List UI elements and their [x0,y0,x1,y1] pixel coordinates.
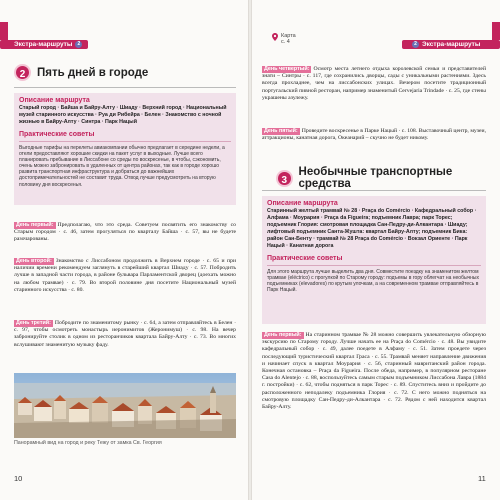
title-rule [14,87,236,88]
section-number: 2 [14,64,31,81]
day-paragraph [14,320,236,349]
day-paragraph [14,258,236,294]
header-badge: 2 [412,41,419,48]
page-header [412,40,480,49]
day-text: Побродите по знаменитому рынку · с. 64, а затем отправляйтесь в Белен · с. 97, чтобы осмотреть монастырь иеронимитов (Жеронимуш) · с. 98. На вечер забронируйте столик в одном из ресторанчиков квартала Байру-Алту · с. 73. Во многих вслушивают знаменитую музыку фаду. [14,320,236,348]
day-text: Предполагаю, что это среда. Советуем посвятить его знакомству со Старым городом · с. 46, затем прогуляться по кварталу Байша · с. 57, вы не будете разочарованы. [14,222,236,243]
tips-text: Выгодные тарифы на перелеты авиакомпании обычно предлагает в середине недели, а отели предоставляют хорошие скидки на пакет услуг в выходные. Лучше всего планировать пребывание в Лиссабоне со среды по воскресенье, в чтобы, сэкономить, очень можно забронировать в удаленных от центра районах, так как в городе хорошо развита транспортная инфраструктура и добраться до важнейших достопримечательностей не составит труда. Отвод лучше предусмотреть на вторую половину дня воскресенья. [19,145,225,188]
day-paragraph [262,128,486,142]
page-header [14,40,82,49]
route-heading: Описание маршрута [19,97,90,104]
day-badge: День пятый: [264,128,298,134]
page-number: 11 [478,474,486,483]
route-text: Старинный желтый трамвай № 28 · Praça do Comércio · Кафедральный собор · Алфама · Моурария · Praça da Figueira; подъемник Лавра; парк Торес; подъемник Глория: смотровая площадка Сан-Педру-ди-Алкантара · Шиаду; лифтовый подъемник Санта-Жушта: квартал Байру-Алту; подъемник Бика: район Сан-Бенту · трамвай № 28 Praça do Comércio · Вокзал Ориенте · Парк Нацый · Канатная дорога [267,208,477,249]
header-label: Экстра-маршруты [14,41,73,48]
section-title: Пять дней в городе [37,66,149,79]
day-paragraph [262,66,486,102]
map-pin-icon [272,33,278,41]
day-text: Проведите воскресенье в Парке Нацый · с. 108. Выставочный центр, музеи, аттракционы, канатная дорога, Океанарий – скучно не будет никому. [262,128,486,142]
section-heading [14,64,148,81]
day-badge: День первый: [16,222,54,228]
right-page [252,0,500,500]
route-box [14,93,236,205]
day-badge: День четвертый: [264,66,310,72]
route-box [262,196,486,324]
day-text: Знакомство с Лиссабоном продолжить в Верхнем городе · с. 65 и при наличии времени рекомендуем заглянуть в старейший квартал Шиаду · с. 57. Побродить лучше в западной части города, в районе бульвара Парламентской дворец (доехать можно на любом трамвае) · с. 79. Во второй половине дня посетите Национальный музей старинного искусства · с. 80. [14,258,236,293]
title-rule [262,190,486,191]
day-text: Осмотр места летнего отдыха королевской семьи и представителей знати – Синтры · с. 117, где сохранились дворцы, сады с уникальными растениями. Здесь всегда прохладнее, чем на лиссабонских улицах. Вечером посетите традиционный португальский пивной ресторан, например знаменитый Cervejaria Trindade · с. 25, где стены украшены азулежу. [262,66,486,101]
left-page [0,0,248,500]
day-badge: День первый: [264,332,302,338]
section-title: Необычные транспортные средства [298,166,453,190]
day-paragraph [14,222,236,244]
route-heading: Описание маршрута [267,200,338,207]
tips-heading: Практические советы [19,131,95,138]
day-badge: День третий: [16,320,51,326]
route-text: Старый город · Байша и Байру-Алту · Шиаду · Верхний город · Национальный музей старинного искусства · Руа ди Рибейра · Белен · Знакомство с ночной жизнью в Байру-Алту · Синтра · Парк Нацый [19,105,227,125]
section-number: 3 [276,170,293,187]
map-label: Карта [281,33,296,39]
day-paragraph [262,332,486,411]
tips-heading: Практические советы [267,255,343,262]
map-reference [281,33,296,45]
lisbon-panorama-photo [14,373,236,438]
header-badge: 2 [75,41,82,48]
tips-rule [19,141,231,142]
photo-caption: Панорамный вид на город и реку Тежу от замка Св. Георгия [14,440,162,446]
page-corner-tab [492,22,500,40]
map-page: с. 4 [281,39,290,45]
page-corner-tab [0,22,8,40]
tips-rule [267,265,481,266]
tips-text: Для этого маршрута лучше выделить два дня. Совместите поездку на знаменитом желтом трамвае (eléctrico) с прогулкой по Старому городу: подъемы в гору облегчат на необычных подъемниках (elevadores) по крутым улочкам, а на современном трамвае отправляйтесь в Парк Нацый. [267,269,479,294]
photo-illustration [14,373,236,438]
day-badge: День второй: [16,258,52,264]
section-heading [276,166,500,190]
page-number: 10 [14,474,23,483]
day-text: На старинном трамвае № 28 можно совершить увлекательную обзорную экскурсию по Старому городу. Лучше начать ее на Praça do Comércio · с. 48. Вы увидите кафедральный собор · с. 49, далее поедете в Алфаму · с. 51. Затем проедете через последующий туристический квартал Граса · с. 55. Трамвай меняет направление движения и начинает спуск в квартал Моурария · с. 56, старинный мавританский район города. Конечная остановка – Praça da Figueira. После обеда, например, в популярном ресторане Casa do Alentejo · с. 88, воспользуйтесь самым старым подъемником Лиссабона Лавра (1884 г. постройки) · с. 62, чтобы подняться в парк Торес · с. 89. Спуститесь вниз и пройдите до расположенного неподалеку подъемника Глория · с. 72. С него можно подняться на смотровую площадку Сан-Педру-ди-Алкантара · с. 72. Рядом с ней находится квартал Байру-Алту. [262,332,486,411]
header-label: Экстра-маршруты [422,41,481,48]
